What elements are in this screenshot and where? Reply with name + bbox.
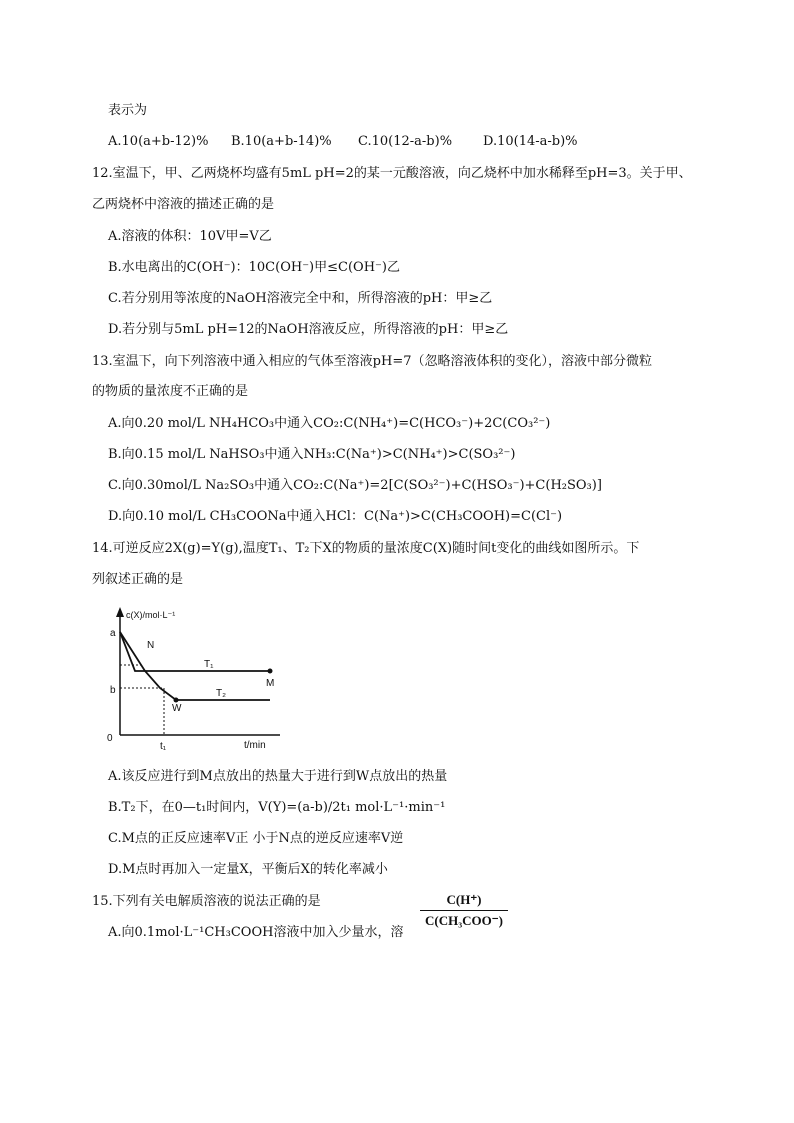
q13-option-a: A.向0.20 mol/L NH₄HCO₃中通入CO₂:C(NH₄⁺)=C(HCO₃⁻)+2C(CO₃²⁻) [108,416,551,431]
x-axis-label: t/min [244,740,266,751]
w-label: W [172,703,182,714]
q13-stem-line1: 13.室温下，向下列溶液中通入相应的气体至溶液pH=7（忽略溶液体积的变化），溶液中部分微粒 [92,354,652,369]
b-label: b [110,685,116,696]
t2-curve [120,632,270,700]
concentration-time-graph [104,603,284,753]
n-label: N [147,640,155,651]
q12-option-d: D.若分别与5mL pH=12的NaOH溶液反应，所得溶液的pH：甲≥乙 [108,322,509,337]
y-axis-label: c(X)/mol·L⁻¹ [126,610,176,620]
q12-stem-line1: 12.室温下，甲、乙两烧杯均盛有5mL pH=2的某一元酸溶液，向乙烧杯中加水稀释至pH=3。关于甲、 [92,166,692,181]
q15-option-a: A.向0.1mol·L⁻¹CH₃COOH溶液中加入少量水，溶 [108,925,404,940]
q12-option-b: B.水电离出的C(OH⁻)：10C(OH⁻)甲≤C(OH⁻)乙 [108,260,400,275]
fraction-denominator: C(CH₃COO⁻) [425,913,503,928]
point-w [174,698,179,703]
y-axis-arrow [116,607,124,617]
q15-stem: 15.下列有关电解质溶液的说法正确的是 [92,894,321,909]
q12-option-a: A.溶液的体积：10V甲=V乙 [108,229,272,244]
q11-option-b: B.10(a+b-14)% [231,134,332,149]
a-label: a [110,628,116,639]
q11-option-d: D.10(14-a-b)% [483,134,578,149]
origin-label: 0 [107,733,113,744]
q13-option-d: D.向0.10 mol/L CH₃COONa中通入HCl：C(Na⁺)>C(CH₃COOH)=C(Cl⁻) [108,509,563,524]
q14-option-c: C.M点的正反应速率V正 小于N点的逆反应速率V逆 [108,831,404,846]
q11-option-a: A.10(a+b-12)% [108,134,209,149]
q11-option-c: C.10(12-a-b)% [358,134,453,149]
t1-label: t₁ [160,741,167,752]
q13-option-c: C.向0.30mol/L Na₂SO₃中通入CO₂:C(Na⁺)=2[C(SO₃²⁻)+C(HSO₃⁻)+C(H₂SO₃)] [108,478,602,493]
t1-curve-label: T₁ [204,659,214,670]
q11-tail: 表示为 [108,103,148,118]
fraction-bar [420,910,508,911]
t2-curve-label: T₂ [216,688,226,699]
point-m [268,669,273,674]
q14-stem-line2: 列叙述正确的是 [92,572,184,587]
m-label: M [266,678,275,689]
q14-stem-line1: 14.可逆反应2X(g)=Y(g),温度T₁、T₂下X的物质的量浓度C(X)随时间t变化的曲线如图所示。下 [92,541,640,556]
t1-curve [120,632,270,671]
q13-stem-line2: 的物质的量浓度不正确的是 [92,384,249,399]
q14-option-b: B.T₂下，在0—t₁时间内，V(Y)=(a-b)/2t₁ mol·L⁻¹·min⁻¹ [108,800,446,815]
q11-options [108,133,668,151]
q12-option-c: C.若分别用等浓度的NaOH溶液完全中和，所得溶液的pH：甲≥乙 [108,291,493,306]
fraction-numerator: C(H⁺) [446,892,482,907]
q14-option-d: D.M点时再加入一定量X，平衡后X的转化率减小 [108,862,388,877]
q15-fraction [418,892,510,929]
q13-option-b: B.向0.15 mol/L NaHSO₃中通入NH₃:C(Na⁺)>C(NH₄⁺)>C(SO₃²⁻) [108,447,516,462]
q12-stem-line2: 乙两烧杯中溶液的描述正确的是 [92,197,275,212]
q14-option-a: A.该反应进行到M点放出的热量大于进行到W点放出的热量 [108,769,448,784]
